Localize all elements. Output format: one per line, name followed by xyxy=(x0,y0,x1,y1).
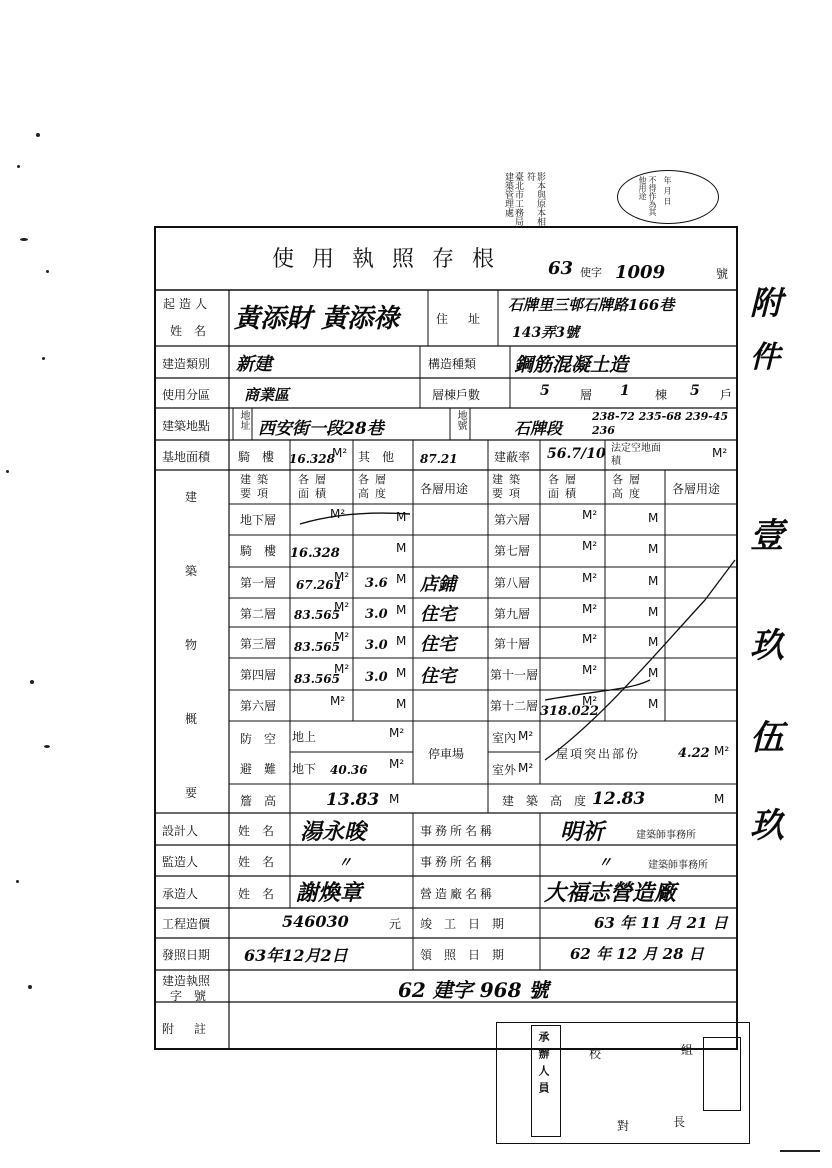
buildings-unit: 棟 xyxy=(655,388,668,402)
cost-unit: 元 xyxy=(389,917,402,931)
build-type-value: 新建 xyxy=(236,354,272,375)
margin-char-2: 件 xyxy=(750,340,780,375)
receive-date-label: 領 照 日 期 xyxy=(420,948,505,962)
margin-char-1: 附 xyxy=(750,284,783,322)
stamp-cell-1: 校 xyxy=(589,1047,602,1061)
applicant-name: 黃添財 黃添祿 xyxy=(234,304,400,334)
area-unit: M² xyxy=(334,570,350,584)
legal-open-space-label: 法定空地面積 xyxy=(611,443,661,467)
air-raid-label: 防 空 xyxy=(240,732,277,746)
height-unit: M xyxy=(396,666,407,680)
coverage-ratio: 56.7/10 xyxy=(547,446,606,462)
contractor-name: 謝煥章 xyxy=(296,880,363,906)
floor-area: 83.565 xyxy=(294,672,340,686)
below-ground-unit: M² xyxy=(389,757,405,771)
below-ground-label: 地下 xyxy=(292,762,317,776)
area-unit: M² xyxy=(334,630,350,644)
number-suffix: 號 xyxy=(716,267,729,281)
roof-projection-label: 屋項突出部份 xyxy=(556,747,641,761)
height-unit: M xyxy=(648,542,659,556)
parking-indoor-unit: M² xyxy=(518,729,534,743)
supervisor-office-stamp: 建築師事務所 xyxy=(648,860,708,871)
address-line-2: 143弄3號 xyxy=(512,325,579,341)
height-unit: M xyxy=(396,572,407,586)
floor-height: 3.0 xyxy=(365,638,388,653)
coverage-label: 建蔽率 xyxy=(494,450,531,464)
number-prefix: 63 xyxy=(548,258,574,279)
above-ground-unit: M² xyxy=(389,726,405,740)
structure-label: 構造種類 xyxy=(428,357,477,371)
margin-char-3: 壹 xyxy=(750,516,784,556)
permit-number: 1009 xyxy=(615,262,666,283)
floor-height: 3.0 xyxy=(365,607,388,622)
building-height-label: 建 築 高 度 xyxy=(502,794,587,808)
roof-projection-unit: M² xyxy=(714,744,730,758)
summary-char-2: 築 xyxy=(185,564,198,578)
receive-date: 62 年 12 月 28 日 xyxy=(570,945,704,963)
floor-area: 83.565 xyxy=(294,640,340,654)
col-use-header-right: 各層用途 xyxy=(672,482,721,496)
location-lot: 石牌段 xyxy=(514,419,563,438)
contractor-firm: 大福志營造廠 xyxy=(544,880,677,906)
eave-height-unit: M xyxy=(389,792,400,806)
height-unit: M xyxy=(396,634,407,648)
area-unit: M² xyxy=(334,662,350,676)
applicant-label: 起造人 xyxy=(163,297,212,311)
shelter-label: 避 難 xyxy=(240,762,277,776)
total-floor-area: 318.022 xyxy=(540,704,599,719)
building-height-unit: M xyxy=(714,792,725,806)
parking-outdoor-label: 室外 xyxy=(492,763,517,777)
floor-use: 住宅 xyxy=(420,666,456,687)
review-stamp xyxy=(496,1022,750,1144)
completion-date-label: 竣 工 日 期 xyxy=(420,917,505,931)
height-unit: M xyxy=(648,511,659,525)
location-address: 西安街一段28巷 xyxy=(258,419,384,439)
floor-use: 店鋪 xyxy=(420,574,456,595)
issue-date: 63年12月2日 xyxy=(244,946,348,965)
stamp-cell-3: 組 xyxy=(681,1043,694,1057)
parking-indoor-label: 室內 xyxy=(492,731,517,745)
site-area-label: 基地面積 xyxy=(162,450,211,464)
height-unit: M xyxy=(648,666,659,680)
legal-open-space-unit: M² xyxy=(712,446,728,460)
floor-area: 67.261 xyxy=(296,578,342,592)
col-area-header-right: 各層面積 xyxy=(548,473,582,500)
area-unit: M² xyxy=(582,602,598,616)
floor-label: 第九層 xyxy=(494,607,531,621)
permit-number-label: 字 號 xyxy=(170,989,207,1003)
stamp-cell-4: 長 xyxy=(673,1115,686,1129)
structure-value: 鋼筋混凝土造 xyxy=(514,354,629,376)
address-line-1: 石牌里三邨石牌路166巷 xyxy=(508,296,675,314)
number-word: 使字 xyxy=(580,266,602,279)
height-unit: M xyxy=(396,510,407,524)
applicant-name-label: 姓 名 xyxy=(170,324,207,338)
area-unit: M² xyxy=(582,663,598,677)
parking-outdoor-unit: M² xyxy=(518,761,534,775)
floor-height: 3.0 xyxy=(365,670,388,685)
location-label: 建築地點 xyxy=(162,419,211,433)
arcade-area-unit: M² xyxy=(332,446,348,460)
area-unit: M² xyxy=(330,694,346,708)
col-height-header: 各層高度 xyxy=(358,473,392,500)
height-unit: M xyxy=(648,635,659,649)
margin-char-4: 玖 xyxy=(750,626,784,666)
floors-label: 層棟戶數 xyxy=(432,388,481,402)
designer-office: 明祈 xyxy=(560,819,605,845)
location-lot-numbers: 238-72 235-68 239-45 236 xyxy=(592,410,729,437)
permit-label: 建造執照 xyxy=(162,974,211,988)
completion-date: 63 年 11 月 21 日 xyxy=(594,914,728,932)
area-unit: M² xyxy=(582,632,598,646)
other-area: 87.21 xyxy=(420,452,458,466)
designer-name-label: 姓 名 xyxy=(238,824,275,838)
form-title: 使用執照存根 xyxy=(272,247,513,272)
building-height: 12.83 xyxy=(592,789,646,809)
contractor-label: 承造人 xyxy=(162,887,199,901)
height-unit: M xyxy=(648,697,659,711)
area-unit: M² xyxy=(582,539,598,553)
designer-office-stamp: 建築師事務所 xyxy=(636,830,696,841)
height-unit: M xyxy=(648,574,659,588)
floor-label: 第十二層 xyxy=(490,699,539,713)
location-lot-label: 地號 xyxy=(455,410,466,430)
roof-projection-area: 4.22 xyxy=(678,746,710,761)
summary-char-3: 物 xyxy=(185,638,198,652)
col-item-header-right: 建築要項 xyxy=(492,473,526,500)
floor-label: 第六層 xyxy=(240,699,277,713)
contractor-firm-label: 營造廠名稱 xyxy=(420,887,496,901)
supervisor-name: 〃 xyxy=(338,855,352,871)
eave-height: 13.83 xyxy=(326,790,380,810)
cost-label: 工程造價 xyxy=(162,917,211,931)
col-area-header: 各層面積 xyxy=(298,473,332,500)
floor-label: 第六層 xyxy=(494,513,531,527)
floor-label: 地下層 xyxy=(240,513,277,527)
area-unit: M² xyxy=(330,507,346,521)
margin-char-5: 伍 xyxy=(750,718,784,758)
units-count: 5 xyxy=(690,383,700,399)
summary-char-5: 要 xyxy=(185,786,198,800)
building-permit-number: 62 建字 968 號 xyxy=(398,978,549,1002)
contractor-name-label: 姓 名 xyxy=(238,887,275,901)
floor-area: 16.328 xyxy=(290,546,340,561)
stamp-cell-2: 對 xyxy=(617,1119,630,1133)
floor-label: 第七層 xyxy=(494,544,531,558)
eave-height-label: 簷 高 xyxy=(240,794,277,808)
col-height-header-right: 各層高度 xyxy=(612,473,646,500)
designer-office-label: 事務所名稱 xyxy=(420,824,496,838)
height-unit: M xyxy=(396,603,407,617)
handler-label: 承辦人員 xyxy=(537,1031,550,1099)
floor-label: 第二層 xyxy=(240,607,277,621)
units-unit: 戶 xyxy=(720,388,733,402)
address-label: 住 址 xyxy=(436,312,485,326)
below-ground-area: 40.36 xyxy=(330,763,368,777)
height-unit: M xyxy=(648,605,659,619)
floor-label: 第八層 xyxy=(494,576,531,590)
col-use-header: 各層用途 xyxy=(420,482,469,496)
floors-count: 5 xyxy=(540,383,550,399)
location-address-label: 地址 xyxy=(238,410,249,430)
floor-use: 住宅 xyxy=(420,634,456,655)
designer-name: 湯永晙 xyxy=(300,819,367,845)
stamp-line-4: 年 月 日 xyxy=(663,176,672,206)
summary-char-1: 建 xyxy=(185,490,198,504)
cost-value: 546030 xyxy=(282,912,349,931)
floor-use: 住宅 xyxy=(420,604,456,625)
floor-label: 第一層 xyxy=(240,576,277,590)
use-zone-value: 商業區 xyxy=(244,386,290,404)
supervisor-office-label: 事務所名稱 xyxy=(420,855,496,869)
floor-height: 3.6 xyxy=(365,576,388,591)
parking-label: 停車場 xyxy=(428,747,465,761)
designer-label: 設計人 xyxy=(162,824,199,838)
floor-label: 第四層 xyxy=(240,668,277,682)
use-zone-label: 使用分區 xyxy=(162,388,211,402)
floors-unit: 層 xyxy=(580,388,593,402)
col-item-header: 建築要項 xyxy=(240,473,274,500)
supervisor-office: 〃 xyxy=(598,855,612,871)
arcade-area: 16.328 xyxy=(289,452,335,466)
copy-certification-stamp xyxy=(497,168,737,228)
floor-label: 第十層 xyxy=(494,637,531,651)
area-unit: M² xyxy=(582,571,598,585)
height-unit: M xyxy=(396,697,407,711)
area-unit: M² xyxy=(582,508,598,522)
floor-label: 第三層 xyxy=(240,637,277,651)
floor-area: 83.565 xyxy=(294,608,340,622)
stamp-line-2: 影本與原本相符 xyxy=(525,172,545,226)
area-unit: M² xyxy=(582,694,598,708)
remarks-label: 附 註 xyxy=(162,1022,211,1036)
above-ground-label: 地上 xyxy=(292,730,317,744)
arcade-label: 騎 樓 xyxy=(238,450,275,464)
area-unit: M² xyxy=(334,600,350,614)
supervisor-name-label: 姓 名 xyxy=(238,855,275,869)
issue-date-label: 發照日期 xyxy=(162,948,211,962)
stamp-line-3: 不得作為其他用途 xyxy=(638,176,657,216)
buildings-count: 1 xyxy=(620,383,630,399)
summary-char-4: 概 xyxy=(185,712,198,726)
height-unit: M xyxy=(396,541,407,555)
build-type-label: 建造類別 xyxy=(162,357,211,371)
floor-label: 騎 樓 xyxy=(240,544,277,558)
margin-char-6: 玖 xyxy=(750,806,784,846)
stamp-line-1: 臺北市工務局建築管理處 xyxy=(503,172,523,226)
other-area-label: 其 他 xyxy=(358,450,395,464)
floor-label: 第十一層 xyxy=(490,668,539,682)
supervisor-label: 監造人 xyxy=(162,855,199,869)
